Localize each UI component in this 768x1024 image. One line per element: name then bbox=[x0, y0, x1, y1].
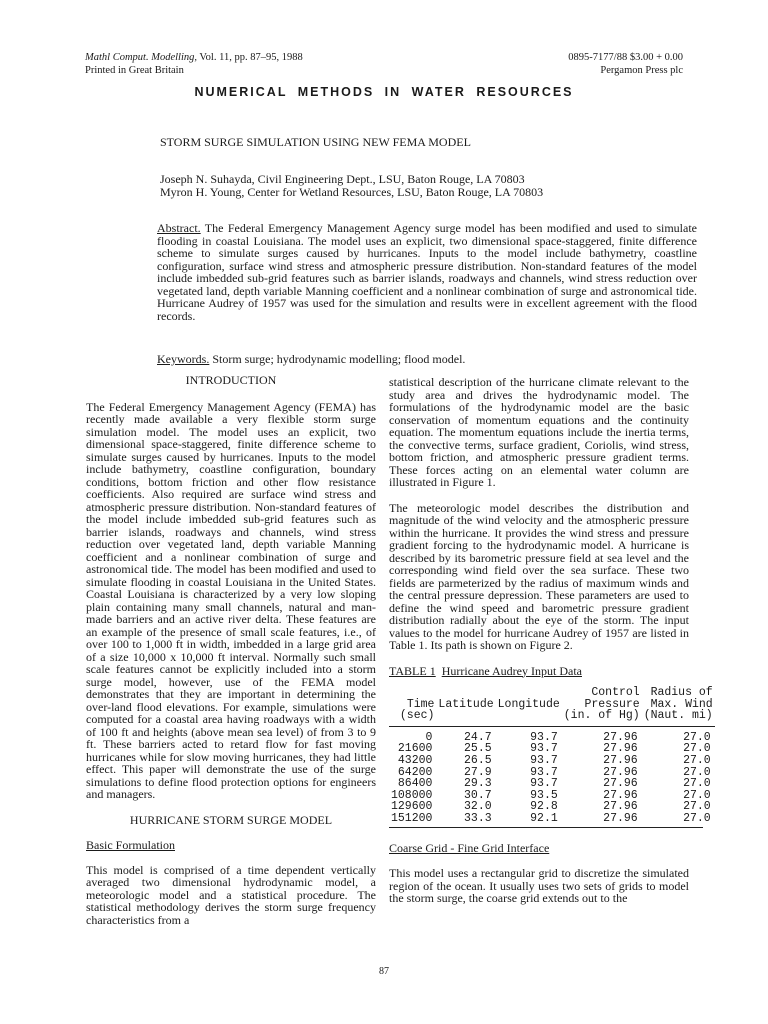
author-line: Joseph N. Suhayda, Civil Engineering Dept., LSU, Baton Rouge, LA 70803 bbox=[160, 172, 525, 186]
table-cell: 64200 bbox=[397, 765, 433, 779]
keywords-label: Keywords. bbox=[157, 352, 210, 366]
journal-header bbox=[85, 52, 303, 77]
table-cell: 24.7 bbox=[464, 730, 492, 744]
table-row bbox=[389, 778, 715, 790]
table-header-cell bbox=[436, 687, 495, 699]
right-column bbox=[389, 375, 713, 906]
table-cell: 27.0 bbox=[683, 765, 711, 779]
table-cell: 30.7 bbox=[464, 788, 492, 802]
table-cell: 25.5 bbox=[464, 742, 492, 756]
table-header-cell bbox=[436, 710, 495, 726]
abstract bbox=[157, 222, 697, 322]
table-cell: 33.3 bbox=[464, 811, 492, 825]
table-header-cell: Radius of bbox=[650, 686, 713, 699]
table-cell: 92.1 bbox=[530, 811, 558, 825]
table-cell: 43200 bbox=[397, 753, 433, 767]
left-column bbox=[86, 374, 376, 926]
table-bottom-rule bbox=[389, 827, 703, 828]
table-cell: 86400 bbox=[397, 777, 433, 791]
table-cell: 0 bbox=[425, 730, 433, 744]
author-line: Myron H. Young, Center for Wetland Resources, LSU, Baton Rouge, LA 70803 bbox=[160, 184, 544, 199]
right-paragraph-2: The meteorologic model describes the distribution and magnitude of the wind velocity and the atmospheric pressure within the hurricane. It provides the wind stress and pressure gradient forcing to the hydrodynamic model. A hurricane is described by its barometric pressure field at sea level and the corresponding wind field over the sea surface. These two fields are parmeterized by the radius of maximum winds and the central pressure depression. These parameters are used to define the wind speed and barometric pressure gradient distribution radially about the eye of the storm. The input values to the model for hurricane Audrey of 1957 are listed in Table 1. Its path is shown on Figure 2. bbox=[389, 500, 689, 652]
table-header-cell: (in. of Hg) bbox=[563, 709, 640, 723]
table-header-cell: Max. Wind bbox=[650, 697, 713, 711]
table-header-cell: (Naut. mi) bbox=[643, 709, 713, 723]
page-number: 87 bbox=[379, 966, 389, 977]
table-cell: 27.0 bbox=[683, 753, 711, 767]
issn-price: 0895-7177/88 $3.00 + 0.00 bbox=[568, 52, 683, 63]
author-block bbox=[160, 173, 543, 198]
table-title: Hurricane Audrey Input Data bbox=[441, 663, 582, 678]
model-section-heading: HURRICANE STORM SURGE MODEL bbox=[129, 812, 333, 827]
basic-formulation-paragraph: This model is comprised of a time dependent vertically averaged two dimensional hydrodynamic model, a meteorologic model and a statistical procedure. The statistical methodology derives the storm surge frequency characteristics from a bbox=[86, 862, 376, 927]
table-header-cell: Pressure bbox=[584, 697, 640, 711]
table-cell: 27.96 bbox=[603, 800, 638, 814]
table-cell: 27.0 bbox=[683, 730, 711, 744]
right-paragraph-1: statistical description of the hurricane climate relevant to the study area and drives the hydrodynamic model. The formulations of the hydrodynamic model are the basic conservation of momentum equations and the continuity equation. The momentum equations include the inertia terms, the convective terms, surface gradient, Coriolis, wind stress, bottom friction, and atmospheric pressure gradient terms. These forces acting on an elemental water column are illustrated in Figure 1. bbox=[389, 375, 689, 489]
table-cell: 93.7 bbox=[530, 777, 558, 791]
abstract-label: Abstract. bbox=[157, 221, 201, 235]
table-header-cell: Time bbox=[406, 697, 435, 711]
table-header-cell bbox=[496, 687, 562, 699]
printed-location: Printed in Great Britain bbox=[85, 64, 184, 76]
table-caption bbox=[389, 665, 689, 678]
series-title: NUMERICAL METHODS IN WATER RESOURCES bbox=[194, 85, 574, 99]
article-title: STORM SURGE SIMULATION USING NEW FEMA MODEL bbox=[160, 135, 471, 149]
table-cell: 27.96 bbox=[603, 811, 638, 825]
table-header-cell bbox=[496, 710, 562, 726]
table-cell: 93.7 bbox=[530, 753, 558, 767]
basic-formulation-heading: Basic Formulation bbox=[86, 838, 175, 852]
table-cell: 27.0 bbox=[683, 800, 711, 814]
coarse-grid-heading: Coarse Grid - Fine Grid Interface bbox=[389, 840, 550, 855]
table-cell: 27.96 bbox=[603, 753, 638, 767]
table-header-cell bbox=[389, 687, 436, 699]
table-row bbox=[389, 813, 715, 825]
table-cell: 29.3 bbox=[464, 777, 492, 791]
table-cell: 93.7 bbox=[530, 730, 558, 744]
table-cell: 108000 bbox=[391, 788, 433, 802]
table-cell: 93.5 bbox=[530, 788, 558, 802]
table-cell: 27.0 bbox=[683, 788, 711, 802]
table-cell: 27.96 bbox=[603, 730, 638, 744]
introduction-heading: INTRODUCTION bbox=[185, 373, 277, 387]
table-cell: 21600 bbox=[397, 742, 433, 756]
table-cell: 129600 bbox=[391, 800, 433, 814]
publisher-name: Pergamon Press plc bbox=[600, 64, 683, 76]
keywords bbox=[157, 353, 465, 366]
table-cell: 27.96 bbox=[603, 788, 638, 802]
introduction-paragraph: The Federal Emergency Management Agency (FEMA) has recently made available a very flexible storm surge simulation model. The model uses an explicit, two dimensional space-staggered, finite difference scheme to simulate surges caused by hurricanes. Inputs to the model include bathymetry, coastline configuration, boundary conditions, bottom friction and other flow resistance coefficients. Also required are surface wind stress and atmospheric pressure distribution. Non-standard features of the model include imbedded sub-grid features such as barrier islands, roadways and channels, wind stress reduction over vegetated land, depth variable Manning coefficient and a nonlinear combination of surge and astronomical tide. The model has been modified and used to simulate flooding in coastal Louisiana in the United States. Coastal Louisiana is characterized by a very low sloping plain containing many small channels, natural and man-made barriers and an active river delta. These features are an example of the presence of small scale features, i.e., of over 100 to 1,000 ft in width, imbedded in a large grid area of a size 10,000 x 10,000 ft interval. Normally such small scale features cannot be explicitly included into a storm surge model, however, use of the FEMA model demonstrates that they are important in determining the over-land flood elevations. For example, simulations were computed for a coastal area having roadways with a width of 100 ft and heights (above mean sea level) of from 3 to 9 ft. These barriers acted to retard flow for fast moving hurricanes while for slow moving hurricanes, they had little effect. This paper will demonstrate the use of the surge simulations to define flood protection options for engineers and managers. bbox=[86, 399, 376, 801]
hurricane-audrey-table bbox=[389, 687, 715, 825]
table-cell: 27.9 bbox=[464, 765, 492, 779]
table-cell: 151200 bbox=[391, 811, 433, 825]
table-cell: 27.0 bbox=[683, 811, 711, 825]
table-header-cell: Latitude bbox=[438, 697, 494, 711]
table-cell: 93.7 bbox=[530, 765, 558, 779]
table-cell: 27.96 bbox=[603, 765, 638, 779]
table-cell: 93.7 bbox=[530, 742, 558, 756]
table-header-cell: Control bbox=[591, 686, 640, 699]
journal-name: Mathl Comput. Modelling, bbox=[85, 52, 197, 63]
table-cell: 32.0 bbox=[464, 800, 492, 814]
table-cell: 27.0 bbox=[683, 742, 711, 756]
table-header-cell: (sec) bbox=[399, 709, 435, 723]
coarse-grid-paragraph: This model uses a rectangular grid to discretize the simulated region of the ocean. It usually uses two sets of grids to model the storm surge, the coarse grid extends out to the bbox=[389, 866, 689, 906]
table-cell: 27.0 bbox=[683, 777, 711, 791]
table-row bbox=[389, 726, 715, 743]
table-row bbox=[389, 755, 715, 767]
table-cell: 92.8 bbox=[530, 800, 558, 814]
journal-citation: Vol. 11, pp. 87–95, 1988 bbox=[197, 52, 303, 63]
table-cell: 27.96 bbox=[603, 742, 638, 756]
table-label: TABLE 1 bbox=[389, 663, 436, 678]
publisher-header bbox=[568, 52, 683, 77]
table-cell: 27.96 bbox=[603, 777, 638, 791]
abstract-text: The Federal Emergency Management Agency surge model has been modified and used to simulate flooding in coastal Louisiana. The model uses an explicit, two dimensional space-staggered, finite difference scheme to simulate surges caused by hurricanes. Inputs to the model include bathymetry, coastline configuration, surface wind stress and atmospheric pressure distribution. Non-standard features of the model include imbedded sub-grid features such as barrier islands, roadways and channels, wind stress reduction over vegetated land, depth variable Manning coefficient and a nonlinear combination of surge and astronomical tide. Hurricane Audrey of 1957 was used for the simulation and results were in excellent agreement with the flood records. bbox=[157, 221, 697, 323]
table-cell: 26.5 bbox=[464, 753, 492, 767]
keywords-text: Storm surge; hydrodynamic modelling; flood model. bbox=[209, 352, 466, 366]
table-header-cell: Longitude bbox=[497, 697, 560, 711]
